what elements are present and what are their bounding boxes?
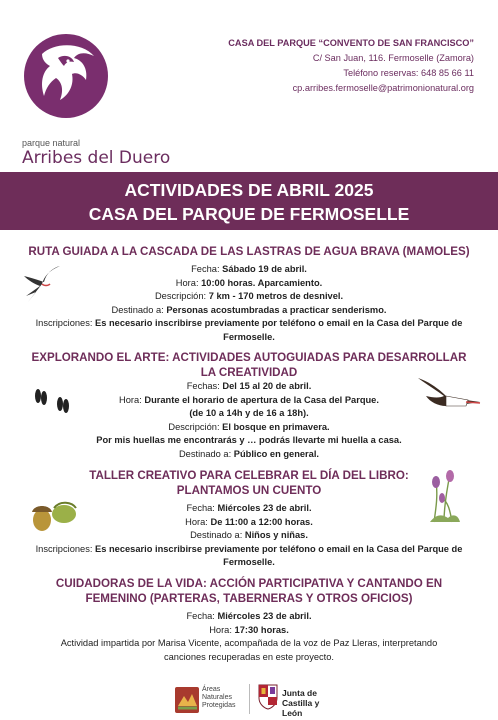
activity-3-date: Fecha: Miércoles 23 de abril. <box>186 503 312 513</box>
footprints-icon <box>28 386 74 418</box>
contact-block <box>228 36 474 96</box>
activity-2-time: Hora: Durante el horario de apertura de la Casa del Parque. <box>119 394 379 405</box>
activity-1-description: Descripción: 7 km - 170 metros de desnivel. <box>154 291 344 301</box>
activity-2-description: Descripción: El bosque en primavera. <box>168 421 330 432</box>
activity-3-registration-cont: Fermoselle. <box>223 557 275 567</box>
contact-phone: Teléfono reservas: 648 85 66 11 <box>343 68 474 78</box>
rnap-emblem-icon <box>174 686 200 714</box>
activity-2-time-range: (de 10 a 14h y de 16 a 18h). <box>189 408 309 418</box>
activity-1-audience: Destinado a: Personas acostumbradas a practicar senderismo. <box>111 304 387 315</box>
contact-address: C/ San Juan, 116. Fermoselle (Zamora) <box>312 53 474 63</box>
vulture-icon <box>24 34 108 118</box>
contact-name: CASA DEL PARQUE “CONVENTO DE SAN FRANCISCO” <box>228 38 474 48</box>
activity-4-title-1: CUIDADORAS DE LA VIDA: ACCIÓN PARTICIPATIVA Y CANTANDO EN <box>55 577 443 590</box>
activity-4-date: Fecha: Miércoles 23 de abril. <box>186 611 312 621</box>
lavender-icon <box>424 468 464 524</box>
activity-4-note-2: canciones recuperadas en este proyecto. <box>163 651 335 662</box>
rnap-line3: Protegidas <box>202 702 236 709</box>
activity-2-title-2: LA CREATIVIDAD <box>200 366 298 379</box>
activity-3-time: Hora: De 11:00 a 12:00 horas. <box>185 516 313 527</box>
jcyl-line2: Castilla y León <box>282 698 320 718</box>
activity-1-registration: Inscripciones: Es necesario inscribirse previamente por teléfono o email en la Casa del Parque de <box>35 318 463 328</box>
activity-1-date: Fecha: Sábado 19 de abril. <box>191 264 307 274</box>
park-logo <box>24 34 108 118</box>
activity-1 <box>0 244 498 344</box>
activity-2-audience: Destinado a: Público en general. <box>178 448 320 459</box>
activity-2-description-cont: Por mis huellas me encontrarás y … podrás llevarte mi huella a casa. <box>96 435 402 445</box>
footer-divider <box>249 684 250 714</box>
activity-3-audience: Destinado a: Niños y niñas. <box>190 530 308 540</box>
activity-4-time: Hora: 17:30 horas. <box>209 624 289 635</box>
brand-name: Arribes del Duero <box>22 148 171 168</box>
jcyl-line1: Junta de <box>282 688 317 698</box>
activity-3-title-2: PLANTAMOS UN CUENTO <box>176 484 322 497</box>
acorn-icon <box>24 494 80 534</box>
stork-icon <box>416 372 482 418</box>
brand-small: parque natural <box>22 138 81 148</box>
rnap-line1: Áreas <box>202 686 221 693</box>
activity-2-title-1: EXPLORANDO EL ARTE: ACTIVIDADES AUTOGUIADAS PARA DESARROLLAR <box>31 351 467 364</box>
title-banner <box>0 172 498 230</box>
activity-4 <box>0 576 498 664</box>
rnap-line2: Naturales <box>202 694 232 701</box>
activity-2-date: Fechas: Del 15 al 20 de abril. <box>186 381 312 391</box>
banner-title: ACTIVIDADES DE ABRIL 2025 <box>124 180 374 200</box>
activity-4-note-1: Actividad impartida por Marisa Vicente, acompañada de la voz de Paz Lleras, interpretando <box>60 638 438 648</box>
activity-1-time: Hora: 10:00 horas. Aparcamiento. <box>175 277 323 288</box>
jcyl-logo <box>258 682 338 716</box>
coat-of-arms-icon <box>258 684 278 710</box>
activity-1-title: RUTA GUIADA A LA CASCADA DE LAS LASTRAS DE AGUA BRAVA (MAMOLES) <box>28 245 470 258</box>
rnap-logo <box>174 684 244 716</box>
activity-4-title-2: FEMENINO (PARTERAS, TABERNERAS Y OTROS OFICIOS) <box>85 592 413 605</box>
contact-email[interactable]: cp.arribes.fermoselle@patrimonionatural.org <box>292 83 474 93</box>
swallow-icon <box>22 262 62 306</box>
activity-1-registration-cont: Fermoselle. <box>223 331 275 342</box>
activity-3-title-1: TALLER CREATIVO PARA CELEBRAR EL DÍA DEL LIBRO: <box>89 469 409 482</box>
activity-3-registration: Inscripciones: Es necesario inscribirse previamente por teléfono o email en la Casa del Parque de <box>35 543 463 554</box>
banner-subtitle: CASA DEL PARQUE DE FERMOSELLE <box>88 204 410 224</box>
